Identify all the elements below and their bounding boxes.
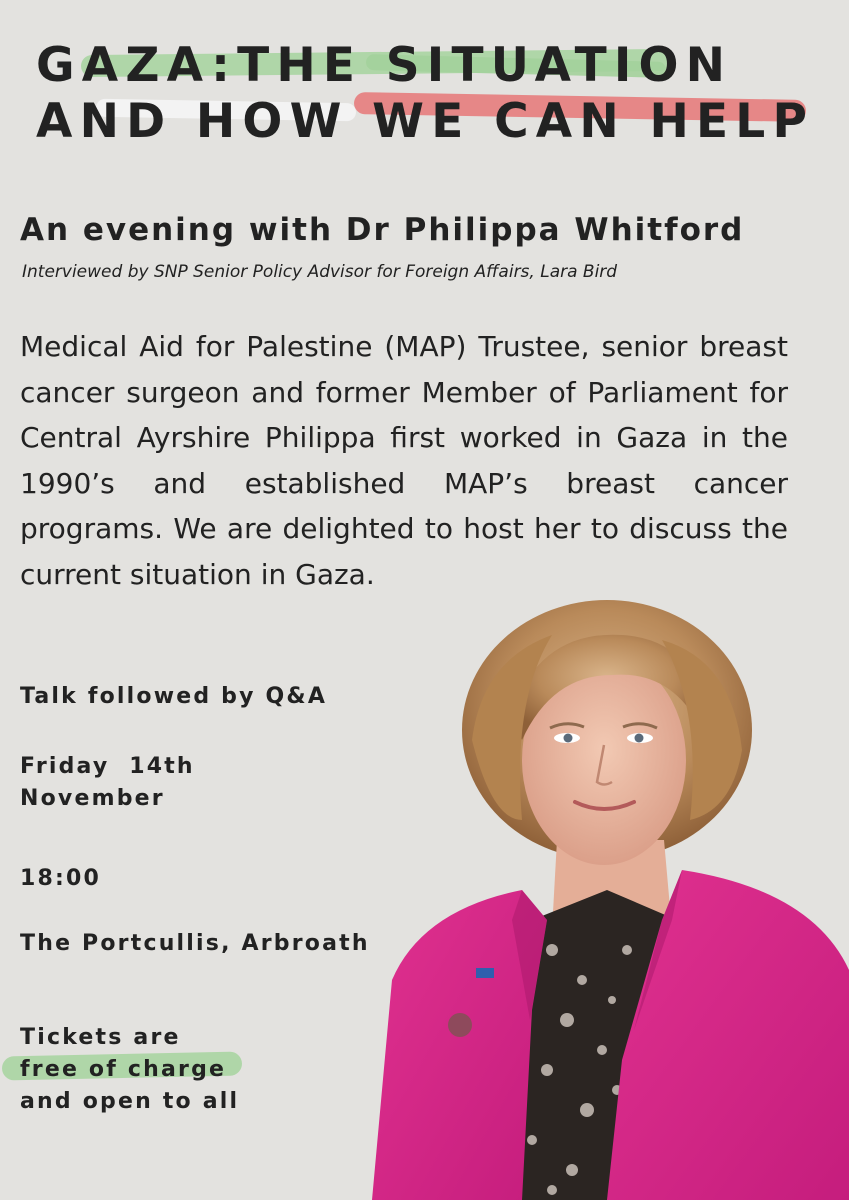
interviewer-line: Interviewed by SNP Senior Policy Advisor for Foreign Affairs, Lara Bird [22,262,618,282]
ticket-info [20,1022,239,1118]
speaker-portrait [372,590,849,1200]
event-venue: The Portcullis, Arbroath [20,931,370,956]
event-subtitle: An evening with Dr Philippa Whitford [20,212,745,248]
poster-title [36,38,826,148]
ticket-info-line-3: and open to all [20,1089,240,1114]
event-date-line-1: Friday 14th [20,754,195,779]
title-line-2: AND HOW WE CAN HELP [36,94,815,149]
ticket-info-line-2: free of charge [20,1057,227,1082]
event-date-line-2: November [20,786,165,811]
title-line-1: GAZA:THE SITUATION [36,38,733,93]
event-time: 18:00 [20,866,102,891]
event-description: Medical Aid for Palestine (MAP) Trustee, senior breast cancer surgeon and former Member of Parliament for Central Ayrshire Philippa first worked in Gaza in the 1990’s and established MAP’s breast cancer programs. We are delighted to host her to discuss the current situation in Gaza. [20,330,788,591]
ticket-info-line-1: Tickets are [20,1025,181,1050]
event-date [20,751,195,815]
event-format: Talk followed by Q&A [20,684,328,709]
